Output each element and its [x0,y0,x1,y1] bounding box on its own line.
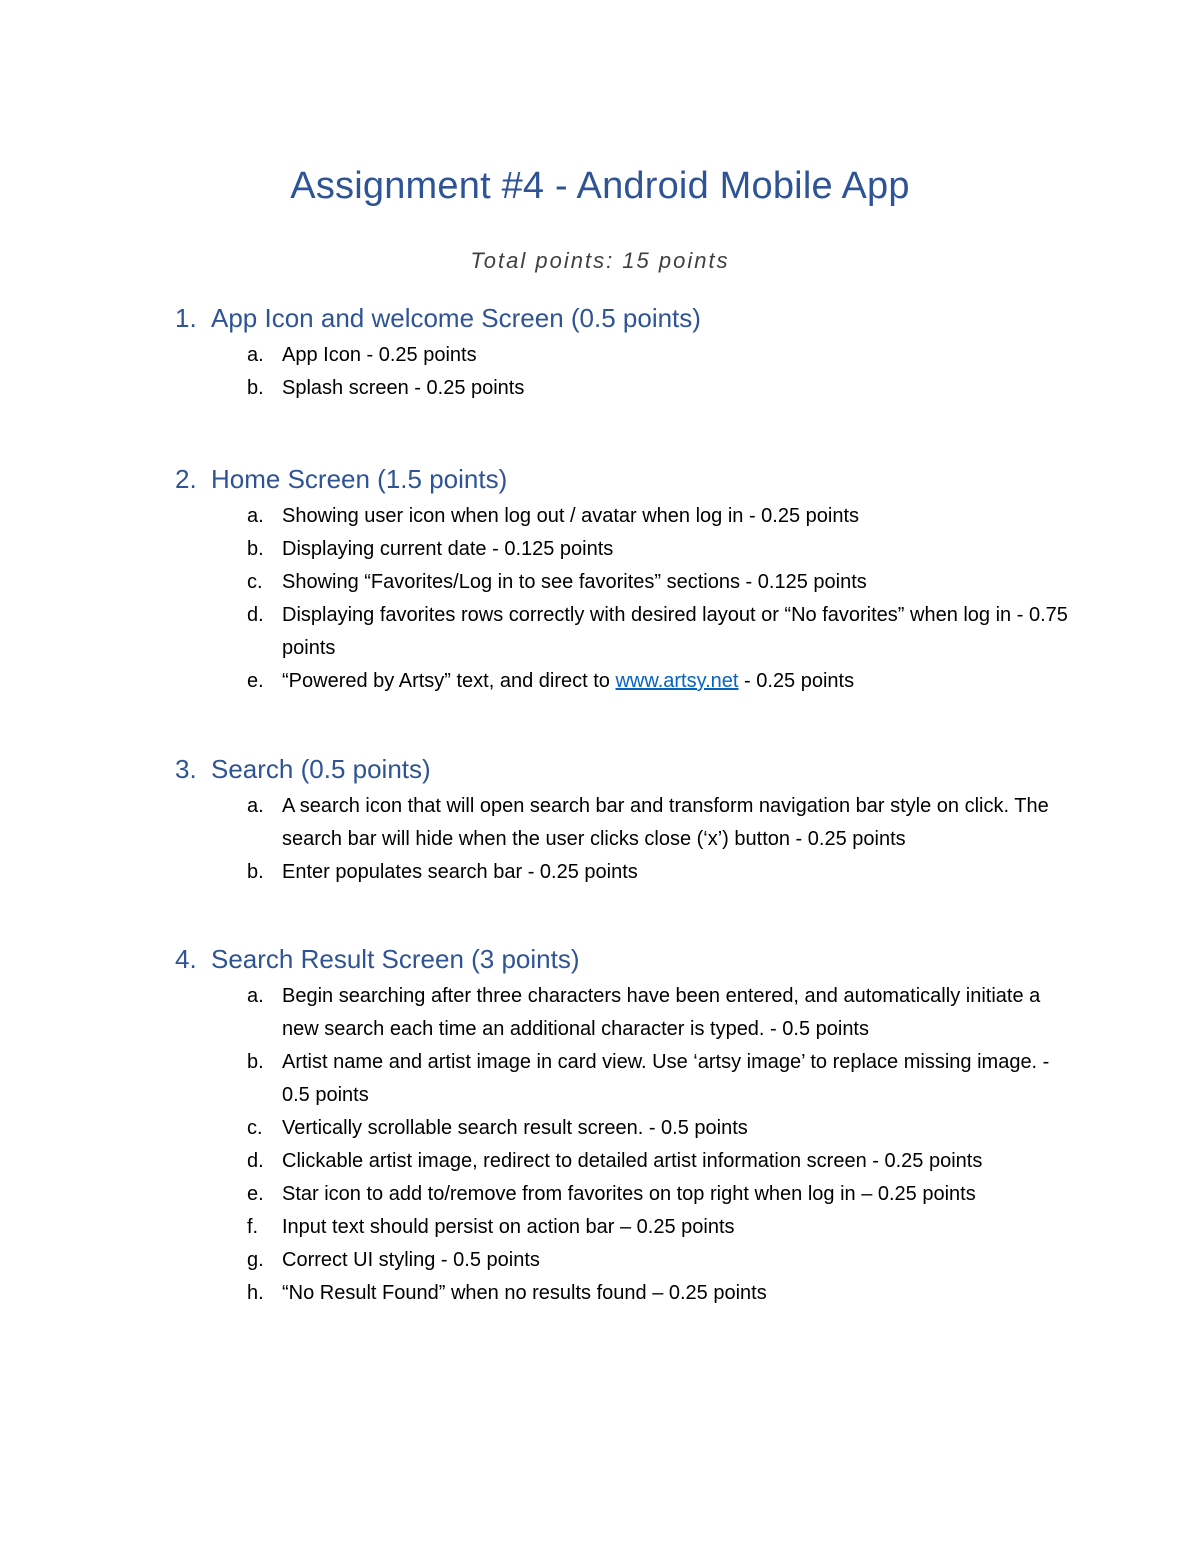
item-text: Correct UI styling - 0.5 points [282,1249,540,1271]
list-item [247,339,1075,372]
item-letter: c. [247,571,263,593]
item-letter: a. [247,795,264,817]
item-text: Displaying favorites rows correctly with desired layout or “No favorites” when log in - 0.75 points [282,604,1074,659]
section-search [175,754,1075,889]
item-text: App Icon - 0.25 points [282,344,477,366]
item-letter: a. [247,985,264,1007]
section-items [175,980,1075,1310]
item-text: Enter populates search bar - 0.25 points [282,861,638,883]
item-text: Input text should persist on action bar – 0.25 points [282,1216,735,1238]
section-search-result [175,944,1075,1310]
list-item [247,599,1075,665]
document-title: Assignment #4 - Android Mobile App [290,165,910,207]
section-title: Home Screen (1.5 points) [211,464,508,494]
section-heading [175,464,1075,500]
section-heading [175,944,1075,980]
artsy-link[interactable]: www.artsy.net [615,670,739,692]
list-item [247,1244,1075,1277]
section-number: 1. [175,303,197,333]
list-item [247,1178,1075,1211]
section-title: Search (0.5 points) [211,754,431,784]
item-letter: h. [247,1282,264,1304]
item-letter: b. [247,377,264,399]
list-item [247,1112,1075,1145]
section-number: 4. [175,944,197,974]
item-text: Star icon to add to/remove from favorites on top right when log in – 0.25 points [282,1183,976,1205]
item-text: Begin searching after three characters have been entered, and automatically initiate a new search each time an additional character is typed. - 0.5 points [282,985,1046,1040]
item-text: Displaying current date - 0.125 points [282,538,614,560]
section-items [175,500,1075,698]
item-letter: c. [247,1117,263,1139]
section-number: 3. [175,754,197,784]
list-item [247,665,1075,698]
list-item [247,533,1075,566]
section-items [175,790,1075,889]
section-app-icon [175,303,1075,405]
item-letter: a. [247,344,264,366]
section-heading [175,754,1075,790]
list-item [247,790,1075,856]
list-item [247,1211,1075,1244]
item-letter: b. [247,538,264,560]
section-title: App Icon and welcome Screen (0.5 points) [211,303,701,333]
item-letter: d. [247,1150,264,1172]
section-home-screen [175,464,1075,698]
section-number: 2. [175,464,197,494]
item-text: Splash screen - 0.25 points [282,377,525,399]
section-heading [175,303,1075,339]
item-letter: a. [247,505,264,527]
item-letter: f. [247,1216,259,1238]
item-letter: e. [247,670,264,692]
item-letter: b. [247,1051,264,1073]
item-text: Vertically scrollable search result screen. - 0.5 points [282,1117,748,1139]
list-item [247,1277,1075,1310]
item-text-after: - 0.25 points [738,670,855,692]
item-text: Showing “Favorites/Log in to see favorites” sections - 0.125 points [282,571,867,593]
item-letter: d. [247,604,264,626]
list-item [247,856,1075,889]
item-text-before: “Powered by Artsy” text, and direct to [282,670,616,692]
section-title: Search Result Screen (3 points) [211,944,580,974]
item-text: Artist name and artist image in card view. Use ‘artsy image’ to replace missing image. - 0.5 points [282,1051,1055,1106]
list-item [247,372,1075,405]
list-item [247,1145,1075,1178]
item-text: “No Result Found” when no results found – 0.25 points [282,1282,767,1304]
item-text: Showing user icon when log out / avatar when log in - 0.25 points [282,505,860,527]
list-item [247,1046,1075,1112]
list-item [247,566,1075,599]
list-item [247,980,1075,1046]
item-text: A search icon that will open search bar and transform navigation bar style on click. The search bar will hide when the user clicks close (‘x’) button - 0.25 points [282,795,1055,850]
item-letter: b. [247,861,264,883]
item-letter: g. [247,1249,264,1271]
document-subtitle: Total points: 15 points [470,248,730,273]
list-item [247,500,1075,533]
item-text: Clickable artist image, redirect to detailed artist information screen - 0.25 points [282,1150,983,1172]
item-letter: e. [247,1183,264,1205]
section-items [175,339,1075,405]
item-text-with-link [282,665,1072,698]
